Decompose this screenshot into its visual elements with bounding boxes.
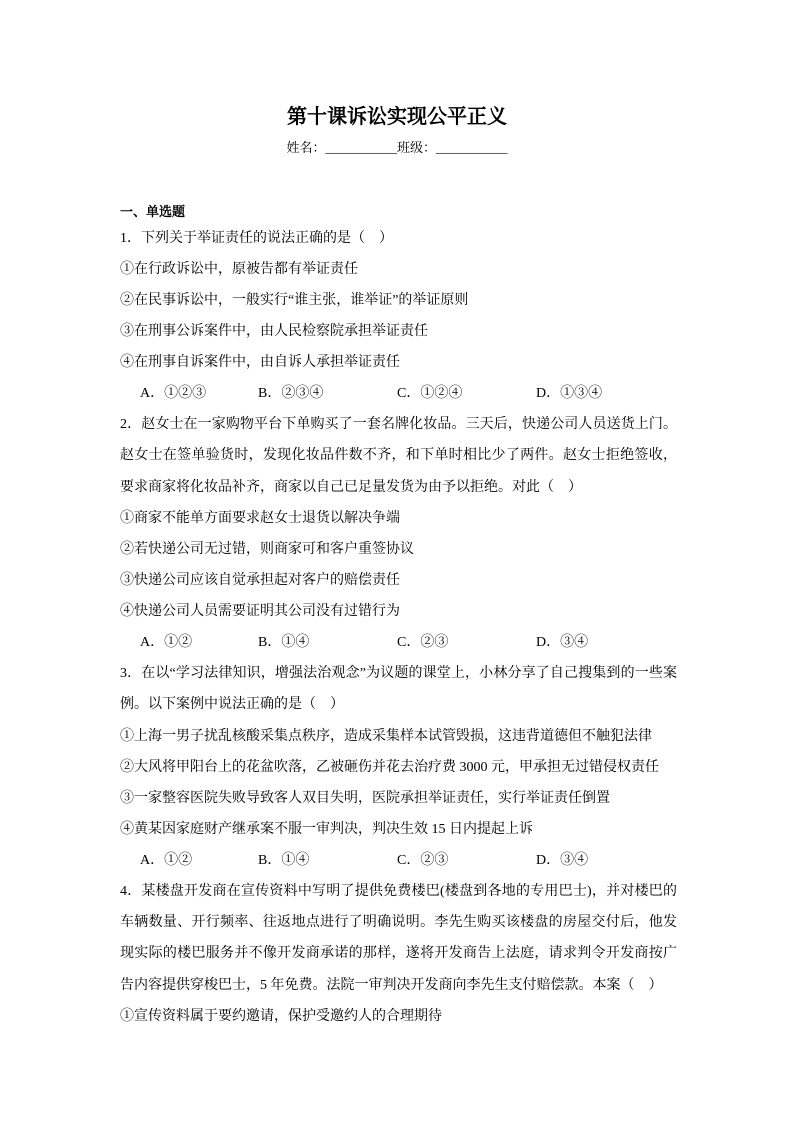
option-letter: B． xyxy=(258,853,282,868)
question-number: 2． xyxy=(120,417,142,433)
option-letter: C． xyxy=(397,853,421,868)
option-text: ②③ xyxy=(420,853,449,868)
question-stem xyxy=(120,876,677,1001)
question-stem xyxy=(120,658,677,720)
statement-3: ③在刑事公诉案件中，由人民检察院承担举证责任 xyxy=(120,323,428,339)
option-d xyxy=(536,845,588,876)
question-stem xyxy=(120,223,677,254)
option-letter: D． xyxy=(536,635,561,651)
statement-4: ④快递公司人员需要证明其公司没有过错行为 xyxy=(120,604,400,619)
statement-1: ①在行政诉讼中，原被告都有举证责任 xyxy=(120,261,358,277)
option-letter: A． xyxy=(140,635,165,651)
option-text: ③④ xyxy=(560,853,589,868)
options-row xyxy=(120,627,677,658)
option-text: ②③④ xyxy=(281,386,324,402)
statement-3: ③一家整容医院失败导致客人双目失明，医院承担举证责任，实行举证责任倒置 xyxy=(120,790,610,806)
question-3 xyxy=(120,658,677,876)
name-blank: ___________ xyxy=(325,140,397,155)
option-letter: D． xyxy=(536,853,561,868)
question-text: 在以“学习法律知识，增强法治观念”为议题的课堂上，小林分享了自己搜集到的一些案例。以下案例中说法正确的是（ ） xyxy=(120,666,677,713)
option-c xyxy=(397,845,536,876)
statement-1: ①上海一男子扰乱核酸采集点秩序，造成采集样本试管毁损，这违背道德但不触犯法律 xyxy=(120,728,652,744)
option-text: ②③ xyxy=(420,635,449,651)
class-blank: ___________ xyxy=(436,140,508,155)
option-d xyxy=(536,378,602,409)
option-b xyxy=(258,845,397,876)
option-text: ①④ xyxy=(281,853,310,868)
option-letter: A． xyxy=(140,853,165,868)
option-d xyxy=(536,627,588,658)
statement-2: ②在民事诉讼中，一般实行“谁主张，谁举证”的举证原则 xyxy=(120,292,469,308)
question-4 xyxy=(120,876,677,1032)
question-text: 赵女士在一家购物平台下单购买了一套名牌化妆品。三天后，快递公司人员送货上门。赵女士在签单验货时，发现化妆品件数不齐，和下单时相比少了两件。赵女士拒绝签收，要求商家将化妆品补齐，商家以自己已足量发货为由予以拒绝。对此（ ） xyxy=(120,417,678,495)
option-b xyxy=(258,378,397,409)
option-text: ①③④ xyxy=(560,386,603,402)
option-letter: A． xyxy=(140,386,165,402)
page-title: 第十课诉讼实现公平正义 xyxy=(287,106,507,128)
statement-3: ③快递公司应该自觉承担起对客户的赔偿责任 xyxy=(120,572,400,588)
statement-4: ④黄某因家庭财产继承案不服一审判决，判决生效 15 日内提起上诉 xyxy=(120,821,533,837)
statement-2: ②若快递公司无过错，则商家可和客户重签协议 xyxy=(120,541,414,557)
option-text: ①②④ xyxy=(420,386,463,402)
options-row xyxy=(120,845,677,876)
name-label: 姓名： xyxy=(286,140,326,155)
student-info-line xyxy=(0,138,794,158)
option-a xyxy=(140,378,258,409)
statement-2: ②大风将甲阳台上的花盆吹落，乙被砸伤并花去治疗费 3000 元，甲承担无过错侵权责任 xyxy=(120,759,659,775)
option-letter: B． xyxy=(258,386,282,402)
option-a xyxy=(140,627,258,658)
option-b xyxy=(258,627,397,658)
option-c xyxy=(397,378,536,409)
option-letter: D． xyxy=(536,386,561,402)
option-c xyxy=(397,627,536,658)
question-number: 4． xyxy=(120,884,142,900)
statement-1: ①宣传资料属于要约邀请，保护受邀约人的合理期待 xyxy=(120,1008,442,1024)
option-text: ①② xyxy=(164,853,193,868)
statement-1: ①商家不能单方面要求赵女士退货以解决争端 xyxy=(120,510,400,526)
option-letter: C． xyxy=(397,635,421,651)
option-text: ①②③ xyxy=(164,386,207,402)
option-text: ①④ xyxy=(281,635,310,651)
option-letter: C． xyxy=(397,386,421,402)
question-number: 1． xyxy=(120,230,141,246)
option-a xyxy=(140,845,258,876)
question-1 xyxy=(120,223,677,410)
options-row xyxy=(120,378,677,409)
question-2 xyxy=(120,409,677,658)
question-list xyxy=(120,223,677,1032)
section-heading: 一、单选题 xyxy=(120,204,186,219)
option-text: ①② xyxy=(164,635,193,651)
option-text: ③④ xyxy=(560,635,589,651)
question-text: 下列关于举证责任的说法正确的是（ ） xyxy=(141,230,393,246)
exam-content xyxy=(120,202,677,1032)
statement-4: ④在刑事自诉案件中，由自诉人承担举证责任 xyxy=(120,355,400,370)
class-label: 班级： xyxy=(397,140,437,155)
question-number: 3． xyxy=(120,666,142,682)
question-text: 某楼盘开发商在宣传资料中写明了提供免费楼巴(楼盘到各地的专用巴士)，并对楼巴的车辆数量、开行频率、往返地点进行了明确说明。李先生购买该楼盘的房屋交付后，他发现实际的楼巴服务并不像开发商承诺的那样，遂将开发商告上法庭，请求判令开发商按广告内容提供穿梭巴士，5 年免费。法院一审判决开发商向李先生支付赔偿款。本案（ ） xyxy=(120,884,677,993)
option-letter: B． xyxy=(258,635,282,651)
question-stem xyxy=(120,409,677,502)
